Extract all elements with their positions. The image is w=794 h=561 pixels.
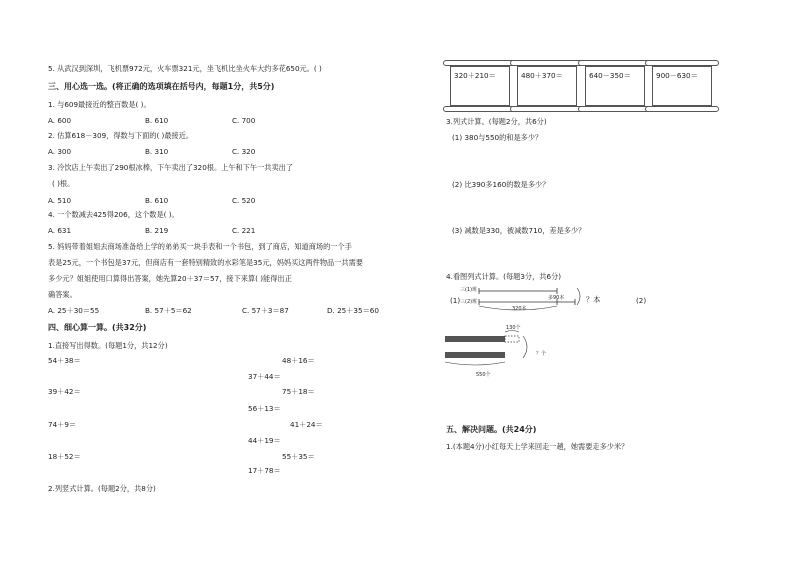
segment-diagram-1 — [465, 282, 625, 322]
scroll-expression: 640－350＝ — [589, 71, 631, 80]
mc4-option-a: A. 631 — [48, 226, 72, 235]
mc-question-5-line4: 确答案。 — [48, 290, 77, 299]
mc-question-5-line1: 5. 妈妈带着姐姐去商场准备给上学的弟弟买一块手表和一个书包，到了商店，知道商场的一个手 — [48, 242, 352, 251]
mc-question-4: 4. 一个数减去425得206，这个数是( )。 — [48, 210, 179, 219]
scroll-box — [517, 66, 577, 106]
mc5-option-a: A. 25＋30＝55 — [48, 306, 100, 315]
calc-item: 18＋52＝ — [48, 452, 81, 461]
diagram-1-row2: 三(2)班 — [460, 299, 478, 305]
scroll-curl — [578, 60, 652, 66]
diagram-2-bottom-value: 550个 — [476, 372, 491, 378]
scroll-curl — [443, 60, 517, 66]
formula-calc-title: 3.列式计算。(每题2分，共6分) — [446, 117, 547, 126]
scroll-box — [585, 66, 645, 106]
formula-question-1: (1) 380与550的和是多少？ — [452, 133, 543, 142]
calc-item: 37＋44＝ — [248, 372, 281, 381]
scroll-curl — [510, 106, 584, 112]
diagram-2-top-value: 130个 — [506, 325, 521, 331]
calc-item: 17＋78＝ — [248, 466, 281, 475]
bar-top — [445, 336, 505, 342]
diagram-1-row1: 三(1)班 — [460, 287, 478, 293]
formula-question-2: (2) 比390多160的数是多少？ — [452, 180, 550, 189]
bar-bottom — [445, 352, 505, 358]
mc3-option-a: A. 510 — [48, 196, 72, 205]
calc-item: 75＋18＝ — [282, 387, 315, 396]
section-3-title: 三、用心选一选。(将正确的选项填在括号内，每题1分，共5分) — [48, 82, 275, 91]
mc2-option-b: B. 310 — [145, 147, 169, 156]
calc-item: 54＋38＝ — [48, 356, 81, 365]
diagram-1-total: 320本 — [512, 306, 527, 312]
diagram-2-label: (2) — [636, 296, 647, 305]
mc1-option-a: A. 600 — [48, 116, 72, 125]
diagram-1-unknown: ？本 — [586, 295, 601, 304]
mc3-option-b: B. 610 — [145, 196, 169, 205]
scroll-expression: 320＋210＝ — [454, 71, 496, 80]
section-4-title: 四、细心算一算。(共32分) — [48, 323, 147, 332]
mc3-option-c: C. 520 — [232, 196, 256, 205]
vertical-calc-title: 2.列竖式计算。(每题2分，共8分) — [48, 484, 156, 493]
calc-item: 56＋13＝ — [248, 404, 281, 413]
scroll-curl — [645, 60, 719, 66]
prev-question-5: 5. 从武汉到深圳，飞机票972元，火车票321元，坐飞机比坐火车大约多花650元。( ) — [48, 64, 322, 73]
calc-item: 44＋19＝ — [248, 436, 281, 445]
direct-calc-title: 1.直接写出得数。(每题1分，共12分) — [48, 341, 168, 350]
formula-question-3: (3) 减数是330，被减数710，差是多少？ — [452, 226, 586, 235]
mc1-option-b: B. 610 — [145, 116, 169, 125]
diagram-calc-title: 4.看图列式计算。(每题3分，共6分) — [446, 272, 562, 281]
scroll-expression: 480＋370＝ — [521, 71, 563, 80]
mc5-option-d: D. 25＋35＝60 — [327, 306, 379, 315]
calc-item: 55＋35＝ — [282, 452, 315, 461]
mc-question-2: 2. 估算618－309，得数与下面的( )最接近。 — [48, 131, 194, 140]
diagram-2-unknown: ？个 — [536, 351, 547, 357]
mc5-option-c: C. 57＋3＝87 — [242, 306, 289, 315]
section-5-title: 五、解决问题。(共24分) — [446, 425, 537, 434]
mc4-option-b: B. 219 — [145, 226, 169, 235]
word-problem-1: 1.(本题4分)小红每天上学来回走一趟，她需要走多少米？ — [446, 442, 629, 451]
scroll-curl — [510, 60, 584, 66]
mc4-option-c: C. 221 — [232, 226, 256, 235]
scroll-expression: 900－630＝ — [656, 71, 698, 80]
scroll-box — [652, 66, 712, 106]
mc2-option-a: A. 300 — [48, 147, 72, 156]
scroll-box — [450, 66, 510, 106]
diagram-1-more: 多90本 — [548, 295, 565, 301]
scroll-curl — [443, 106, 517, 112]
diagram-1-label: (1) — [450, 296, 461, 305]
mc-question-5-line2: 表是25元，一个书包是37元，但商店有一套特别精致的水彩笔是35元，妈妈买这两件物品一共需要 — [48, 258, 363, 267]
calc-item: 74＋9＝ — [48, 420, 77, 429]
mc-question-1: 1. 与609最接近的整百数是( )。 — [48, 100, 151, 109]
mc2-option-c: C. 320 — [232, 147, 256, 156]
scroll-curl — [645, 106, 719, 112]
mc-question-3: 3. 冷饮店上午卖出了290根冰棒，下午卖出了320根。上午和下午一共卖出了 — [48, 163, 294, 172]
mc-question-5-line3: 多少元？姐姐使用口算得出答案，她先算20＋37＝57，接下来算( )能得出正 — [48, 274, 292, 283]
mc-question-3-blank: ( )根。 — [52, 179, 75, 188]
calc-item: 41＋24＝ — [290, 420, 323, 429]
calc-item: 39＋42＝ — [48, 387, 81, 396]
calc-item: 48＋16＝ — [282, 356, 315, 365]
scroll-curl — [578, 106, 652, 112]
mc5-option-b: B. 57＋5＝62 — [145, 306, 192, 315]
mc1-option-c: C. 700 — [232, 116, 256, 125]
